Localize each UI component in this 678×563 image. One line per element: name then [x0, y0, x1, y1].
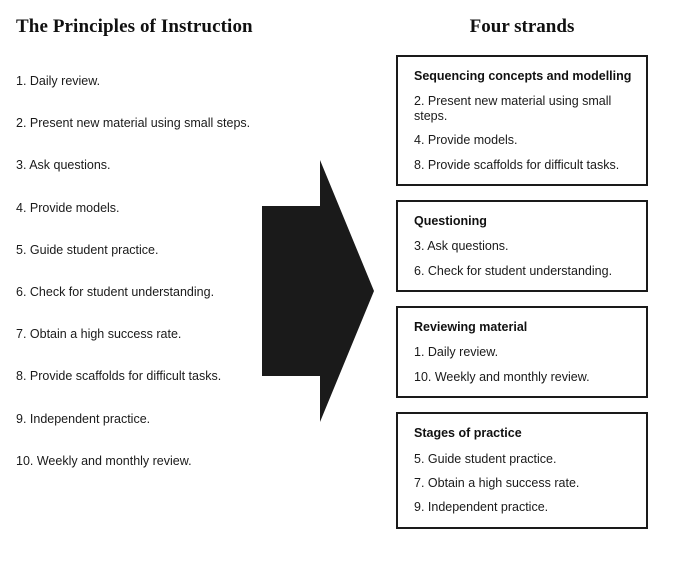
- right-arrow-icon: [262, 160, 374, 422]
- list-item: 8. Provide scaffolds for difficult tasks.: [16, 369, 222, 384]
- strand-box-reviewing: [396, 306, 648, 398]
- strand-box-practice: [396, 412, 648, 529]
- list-item: 7. Obtain a high success rate.: [16, 327, 182, 342]
- list-item: 5. Guide student practice.: [16, 242, 159, 257]
- list-item: 9. Independent practice.: [16, 411, 151, 426]
- strand-item: 3. Ask questions.: [414, 239, 509, 254]
- strand-item: 5. Guide student practice.: [414, 451, 557, 466]
- strand-item: 6. Check for student understanding.: [414, 263, 613, 278]
- strand-title: Sequencing concepts and modelling: [414, 69, 632, 83]
- strand-item: 9. Independent practice.: [414, 500, 549, 515]
- principles-list: [16, 74, 266, 496]
- strands-container: [396, 55, 648, 543]
- list-item: 4. Provide models.: [16, 200, 120, 215]
- page-title-strands: Four strands: [469, 16, 575, 37]
- strand-item: 7. Obtain a high success rate.: [414, 475, 580, 490]
- strand-title: Reviewing material: [414, 320, 528, 334]
- strand-title: Questioning: [414, 213, 487, 228]
- list-item: 1. Daily review.: [16, 74, 101, 88]
- strand-box-sequencing: [396, 55, 648, 186]
- page-title-principles: The Principles of Instruction: [16, 16, 253, 37]
- list-item: 3. Ask questions.: [16, 158, 111, 173]
- strand-box-questioning: [396, 200, 648, 292]
- strand-item: 10. Weekly and monthly review.: [414, 369, 590, 384]
- strand-item: 8. Provide scaffolds for difficult tasks.: [414, 157, 620, 172]
- strand-item: 1. Daily review.: [414, 345, 499, 360]
- strand-item: 4. Provide models.: [414, 133, 518, 148]
- strand-title: Stages of practice: [414, 426, 522, 441]
- list-item: 10. Weekly and monthly review.: [16, 453, 192, 468]
- list-item: 2. Present new material using small steps.: [16, 116, 251, 131]
- strand-item: 2. Present new material using small steps.: [414, 94, 612, 123]
- list-item: 6. Check for student understanding.: [16, 284, 215, 299]
